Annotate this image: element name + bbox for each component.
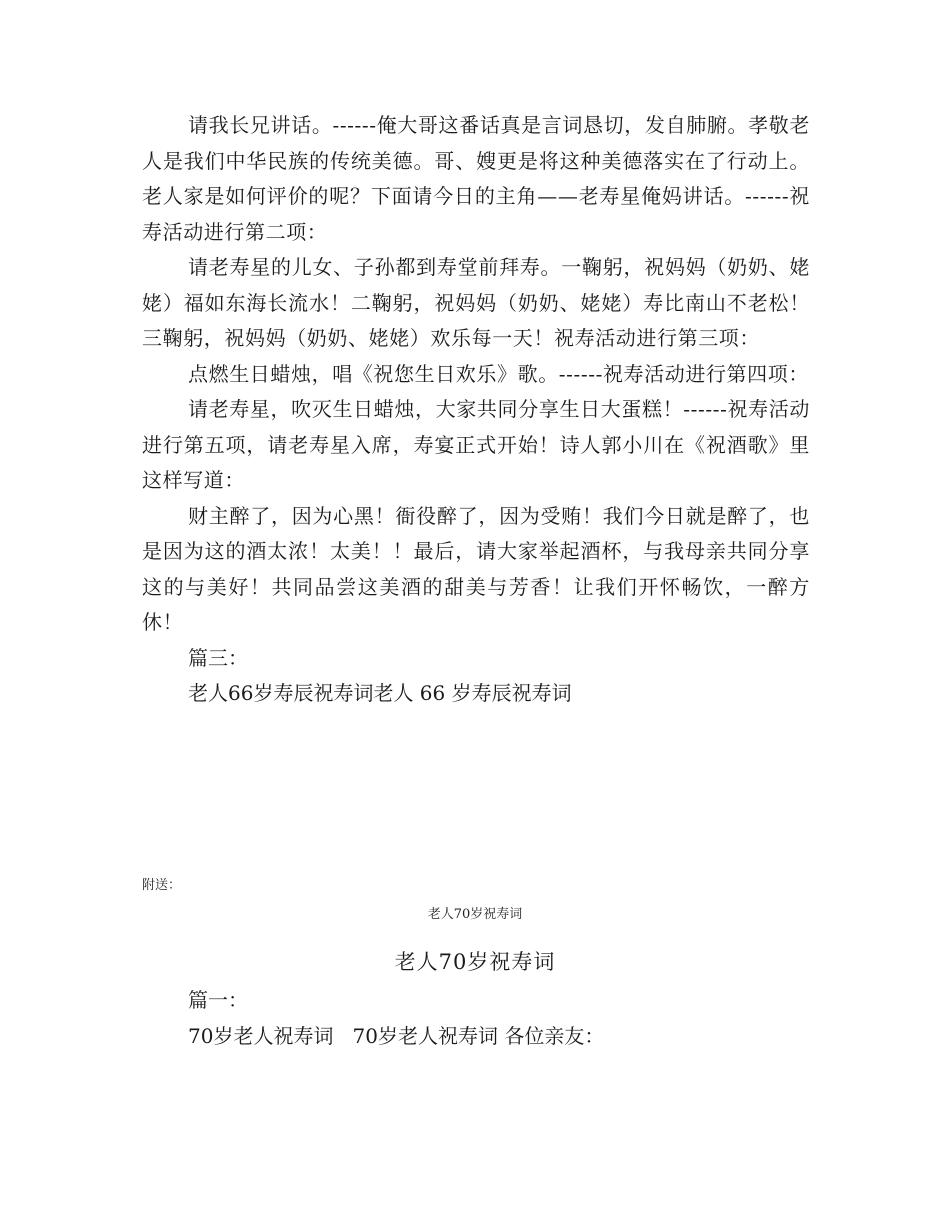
paragraph-speech-intro: 请我长兄讲话。------俺大哥这番话真是言词恳切，发自肺腑。孝敬老人是我们中华民族的传统美德。哥、嫂更是将这种美德落实在了行动上。老人家是如何评价的呢？下面请今日的主角——老寿星俺妈讲话。------祝寿活动进行第二项： (142, 113, 810, 244)
section-1-label: 篇一： (188, 988, 248, 1012)
paragraph-candles: 点燃生日蜡烛，唱《祝您生日欢乐》歌。------祝寿活动进行第四项： (188, 361, 809, 386)
attachment-label: 附送： (142, 878, 182, 893)
document-body (142, 108, 810, 712)
attachment-body (142, 983, 810, 1054)
paragraph-bowing: 请老寿星的儿女、子孙都到寿堂前拜寿。一鞠躬，祝妈妈（奶奶、姥姥）福如东海长流水！二鞠躬，祝妈妈（奶奶、姥姥）寿比南山不老松！三鞠躬，祝妈妈（奶奶、姥姥）欢乐每一天！祝寿活动进行第三项： (142, 255, 810, 350)
paragraph-toast: 财主醉了，因为心黑！衙役醉了，因为受贿！我们今日就是醉了，也是因为这的酒太浓！太美！！最后，请大家举起酒杯，与我母亲共同分享这的与美好！共同品尝这美酒的甜美与芳香！让我们开怀畅饮，一醉方休！ (142, 503, 810, 634)
attachment-main-title: 老人70岁祝寿词 (394, 950, 556, 974)
section-1-line: 70岁老人祝寿词 70岁老人祝寿词 各位亲友： (188, 1023, 605, 1048)
attachment-small-title: 老人70岁祝寿词 (427, 907, 523, 922)
section-3-title: 老人66岁寿辰祝寿词老人 66 岁寿辰祝寿词 (188, 681, 572, 705)
section-3-label: 篇三： (188, 645, 248, 670)
paragraph-cake: 请老寿星，吹灭生日蜡烛，大家共同分享生日大蛋糕！------祝寿活动进行第五项，请老寿星入席，寿宴正式开始！诗人郭小川在《祝酒歌》里这样写道： (142, 397, 810, 492)
